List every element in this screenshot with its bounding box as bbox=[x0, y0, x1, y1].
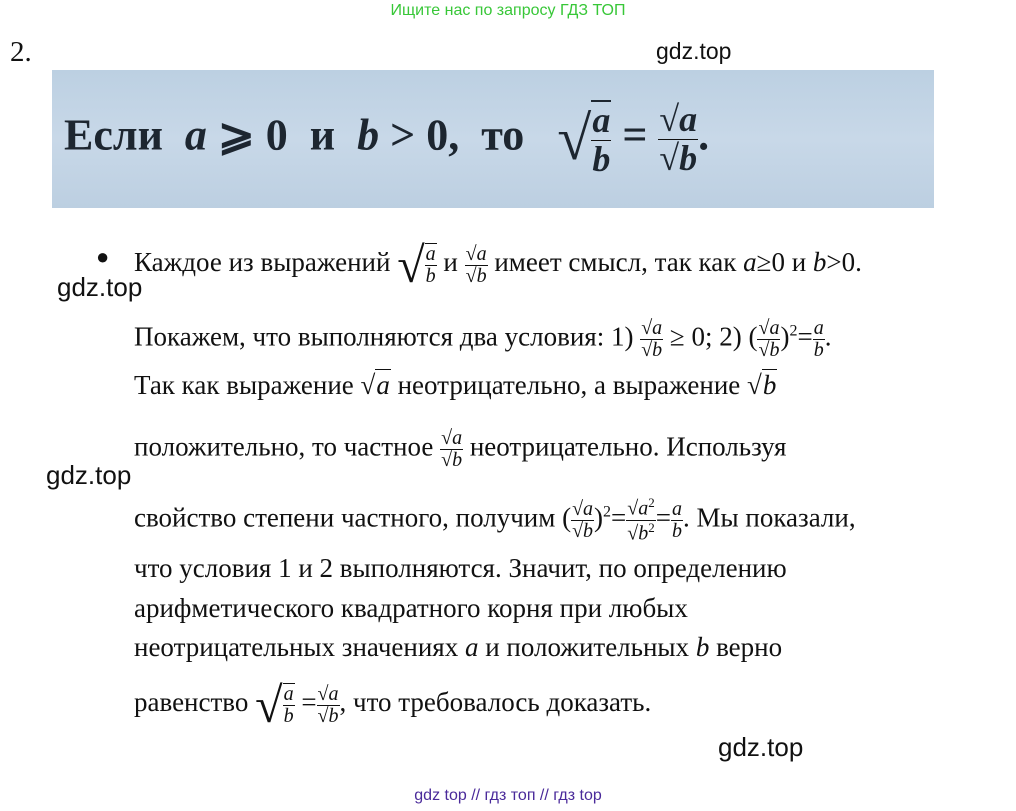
bullet: ● bbox=[96, 244, 110, 269]
fraction-sqrta-over-sqrtb: $\frac{√a}{√b}$ bbox=[659, 99, 698, 178]
line-9: равенство √ $\frac{a}{b}$ = $\frac{√a}{√b}$ , что требовалось доказать. bbox=[134, 677, 652, 733]
footer: gdz top // гдз топ // гдз top bbox=[414, 787, 602, 804]
line-4: положительно, то частное $\frac{√a}{√b}$ неотрицательно. Используя bbox=[134, 427, 787, 471]
line-3: Так как выражение √a неотрицательно, а выражение √b bbox=[134, 370, 777, 400]
task-number: 2. bbox=[10, 36, 32, 68]
watermark: gdz.top bbox=[656, 38, 732, 64]
line-6: что условия 1 и 2 выполняются. Значит, по определению bbox=[134, 553, 787, 583]
watermark: gdz.top bbox=[46, 460, 132, 490]
rule-statement: Если a ⩾ 0 и b > 0, то √ $\frac{a}{b}$ = $\frac{√a}{√b}$ . bbox=[64, 99, 710, 179]
line-5: свойство степени частного, получим ( $\frac{√a}{√b}$ )$^2$= $\frac{√a^2}{√b^2}$ = $\frac{a}{b}$ . Мы показали, bbox=[134, 495, 856, 545]
line-2: Покажем, что выполняются два условия: 1) $\frac{√a}{√b}$ ≥ 0; 2) ( $\frac{√a}{√b}$ )$^2$= $\frac{a}{b}$ . bbox=[134, 317, 832, 361]
watermark: gdz.top bbox=[57, 272, 143, 302]
line-7: арифметического квадратного корня при любых bbox=[134, 593, 688, 623]
top-banner: Ищите нас по запросу ГДЗ ТОП bbox=[390, 2, 626, 19]
line-1: Каждое из выражений √ $\frac{a}{b}$ и $\frac{√a}{√b}$ имеет смысл, так как a≥0 и b>0. bbox=[134, 237, 862, 293]
sqrt-sign: √ bbox=[557, 105, 592, 174]
fraction-a-over-b: $\frac{a}{b}$ bbox=[592, 100, 611, 179]
watermark: gdz.top bbox=[718, 732, 804, 762]
line-8: неотрицательных значениях a и положительных b верно bbox=[134, 632, 783, 662]
